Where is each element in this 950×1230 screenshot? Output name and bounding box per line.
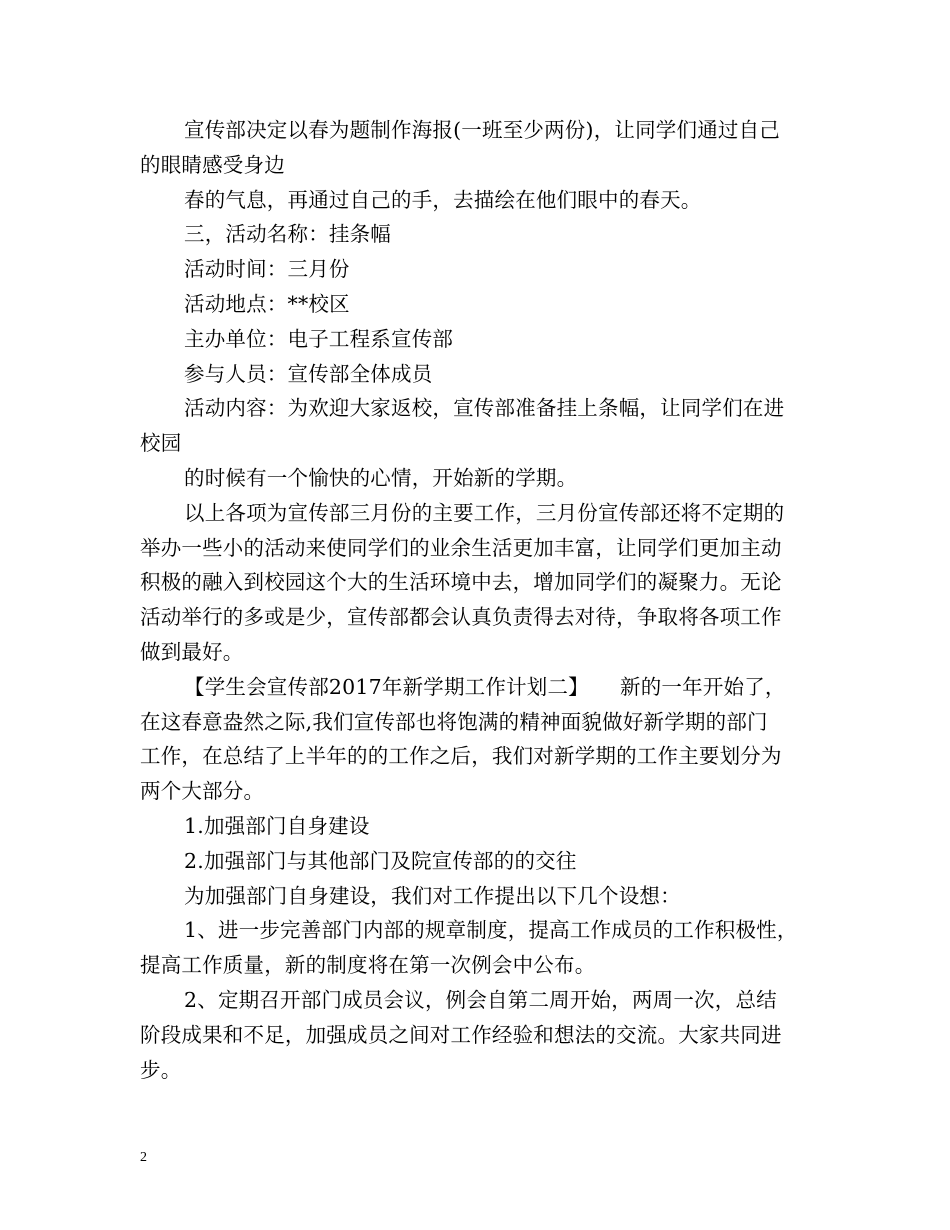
text-line: 的眼睛感受身边: [140, 152, 285, 177]
text-line: 工作，在总结了上半年的的工作之后，我们对新学期的工作主要划分为: [140, 744, 782, 769]
text-line: 为加强部门自身建设，我们对工作提出以下几个设想：: [184, 883, 681, 908]
text-line: 宣传部决定以春为题制作海报(一班至少两份)，让同学们通过自己: [184, 118, 780, 142]
text-line: 活动时间：三月份: [184, 257, 350, 282]
text-line: 2.加强部门与其他部门及院宣传部的的交往: [184, 848, 577, 873]
text-line: 2、定期召开部门成员会议，例会自第二周开始，两周一次，总结: [184, 987, 777, 1012]
page-number: 2: [140, 1150, 147, 1165]
text-line: 的时候有一个愉快的心情，开始新的学期。: [184, 465, 578, 490]
text-line: 1、进一步完善部门内部的规章制度，提高工作成员的工作积极性，: [184, 918, 798, 943]
text-line: 活动举行的多或是少，宣传部都会认真负责得去对待，争取将各项工作: [140, 605, 782, 630]
text-line: 在这春意盎然之际,我们宣传部也将饱满的精神面貌做好新学期的部门: [140, 709, 768, 734]
text-line: 【学生会宣传部2017年新学期工作计划二】 新的一年开始了，: [184, 674, 786, 699]
text-line: 做到最好。: [140, 639, 244, 664]
text-line: 1.加强部门自身建设: [184, 813, 370, 838]
text-line: 参与人员：宣传部全体成员: [184, 361, 433, 386]
text-line: 活动内容：为欢迎大家返校，宣传部准备挂上条幅，让同学们在进: [184, 396, 785, 421]
text-line: 步。: [140, 1057, 182, 1082]
text-line: 阶段成果和不足，加强成员之间对工作经验和想法的交流。大家共同进: [140, 1022, 782, 1047]
text-line: 举办一些小的活动来使同学们的业余生活更加丰富，让同学们更加主动: [140, 535, 782, 560]
text-line: 两个大部分。: [140, 779, 265, 804]
text-line: 提高工作质量，新的制度将在第一次例会中公布。: [140, 953, 596, 978]
text-line: 春的气息，再通过自己的手，去描绘在他们眼中的春天。: [184, 187, 702, 212]
text-line: 主办单位：电子工程系宣传部: [184, 326, 454, 351]
document-body: [140, 113, 830, 1087]
text-line: 以上各项为宣传部三月份的主要工作，三月份宣传部还将不定期的: [184, 500, 785, 525]
text-line: 三，活动名称：挂条幅: [184, 222, 391, 247]
text-line: 校园: [140, 431, 182, 456]
text-line: 积极的融入到校园这个大的生活环境中去，增加同学们的凝聚力。无论: [140, 570, 782, 595]
text-line: 活动地点：**校区: [184, 291, 350, 316]
